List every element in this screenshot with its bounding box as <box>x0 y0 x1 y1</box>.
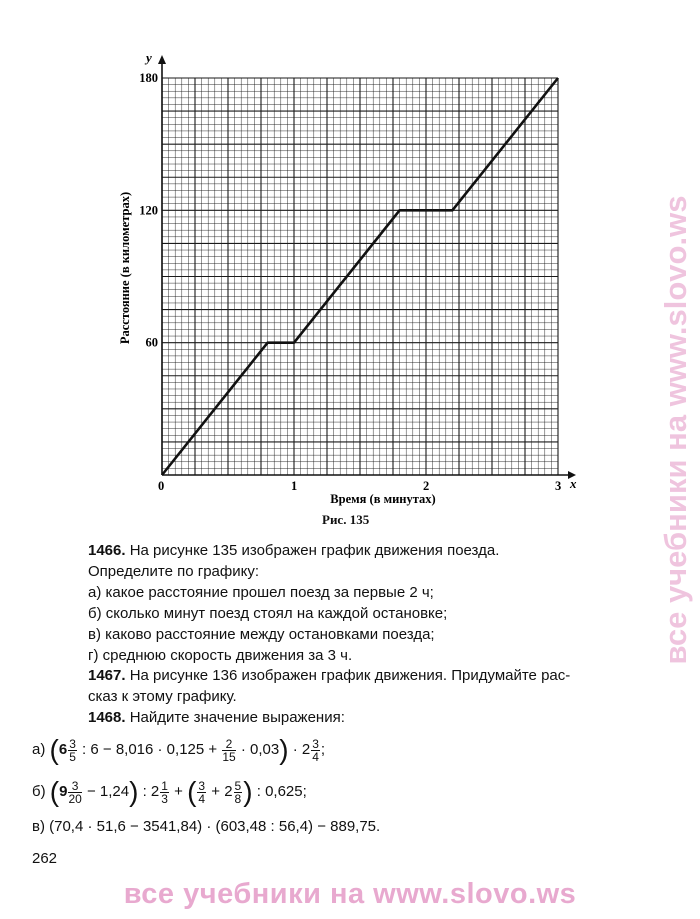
problem-number: 1468. <box>88 709 126 726</box>
formula-text: : 2 <box>142 782 160 800</box>
problem-1466 <box>52 540 652 666</box>
fraction: $\frac{2}{15}$ <box>222 736 236 764</box>
formula-c: в) (70,4 · 51,6 − 3541,84) · (603,48 : 56,4) − 889,75. <box>32 818 381 835</box>
fraction: $\frac{3}{4}$ <box>198 778 206 806</box>
watermark-bottom: все учебники на www.slovo.ws <box>123 878 577 910</box>
formula-text: : 0,625; <box>256 782 307 800</box>
formula-label: а) <box>32 740 46 758</box>
watermark-side-text: все учебники на www.slovo.ws <box>658 195 693 665</box>
problem-item-a: а) какое расстояние прошел поезд за первые 2 ч; <box>88 584 434 601</box>
paren-open: ( <box>187 776 197 807</box>
problem-1467 <box>52 665 652 707</box>
fraction: $\frac{5}{8}$ <box>234 778 242 806</box>
y-axis-label: Расстояние (в километрах) <box>118 191 132 345</box>
formula-a <box>32 734 325 766</box>
fraction: $\frac{3}{4}$ <box>312 736 319 764</box>
problem-1468 <box>52 707 652 728</box>
x-tick-label: 0 <box>158 479 165 493</box>
paren-open: ( <box>49 734 59 765</box>
figure-caption: Рис. 135 <box>322 512 370 527</box>
y-tick-label: 60 <box>145 335 158 350</box>
formula-text: + <box>174 782 183 800</box>
problem-item-b: б) сколько минут поезд стоял на каждой остановке; <box>88 605 448 622</box>
x-tick-label: 3 <box>555 479 562 493</box>
paren-close: ) <box>243 776 253 807</box>
formula-text: · 2 <box>292 740 311 758</box>
y-axis-letter: y <box>146 50 152 65</box>
problem-item-c: в) каково расстояние между остановками поезда; <box>88 626 435 643</box>
problem-1468-line <box>52 707 652 728</box>
fraction: $\frac{1}{3}$ <box>161 778 168 806</box>
problem-text: На рисунке 135 изображен график движения поезда. <box>129 542 500 559</box>
chart-tick-labels <box>139 71 561 493</box>
x-tick-label: 1 <box>291 479 298 493</box>
page-number: 262 <box>32 850 58 867</box>
paren-open: ( <box>49 776 60 807</box>
x-axis-label: Время (в минутах) <box>330 492 436 506</box>
problem-1466-intro2: Определите по графику: <box>88 563 259 580</box>
formula-text: − 1,24 <box>86 782 130 800</box>
problem-1466-intro <box>52 540 652 561</box>
mixed-whole: 9 <box>59 782 68 800</box>
problem-number: 1466. <box>88 542 126 559</box>
y-tick-label: 120 <box>139 203 158 218</box>
mixed-whole: 6 <box>58 740 68 758</box>
formula-text: ; <box>320 740 326 758</box>
problem-1467-line2: сказ к этому графику. <box>88 688 237 705</box>
problem-1467-line1 <box>52 665 652 686</box>
y-axis-arrow <box>158 55 166 64</box>
fraction: $\frac{3}{20}$ <box>68 778 82 806</box>
problem-text: Найдите значение выражения: <box>129 709 345 726</box>
problem-item-d: г) среднюю скорость движения за 3 ч. <box>88 647 353 664</box>
fraction: $\frac{3}{5}$ <box>69 736 76 764</box>
y-tick-label: 180 <box>139 71 158 85</box>
x-axis-letter: x <box>570 476 577 491</box>
formula-label: б) <box>32 782 46 800</box>
problem-number: 1467. <box>88 667 126 684</box>
formula-text: + 2 <box>211 782 233 800</box>
x-tick-label: 2 <box>423 479 430 493</box>
formula-text: : 6 − 8,016 · 0,125 + <box>82 740 218 758</box>
formula-b <box>32 776 307 808</box>
formula-text: · 0,03 <box>240 740 280 758</box>
problem-text: На рисунке 136 изображен график движения. Придумайте рас- <box>129 667 571 684</box>
paren-close: ) <box>129 776 139 807</box>
paren-close: ) <box>279 734 289 765</box>
